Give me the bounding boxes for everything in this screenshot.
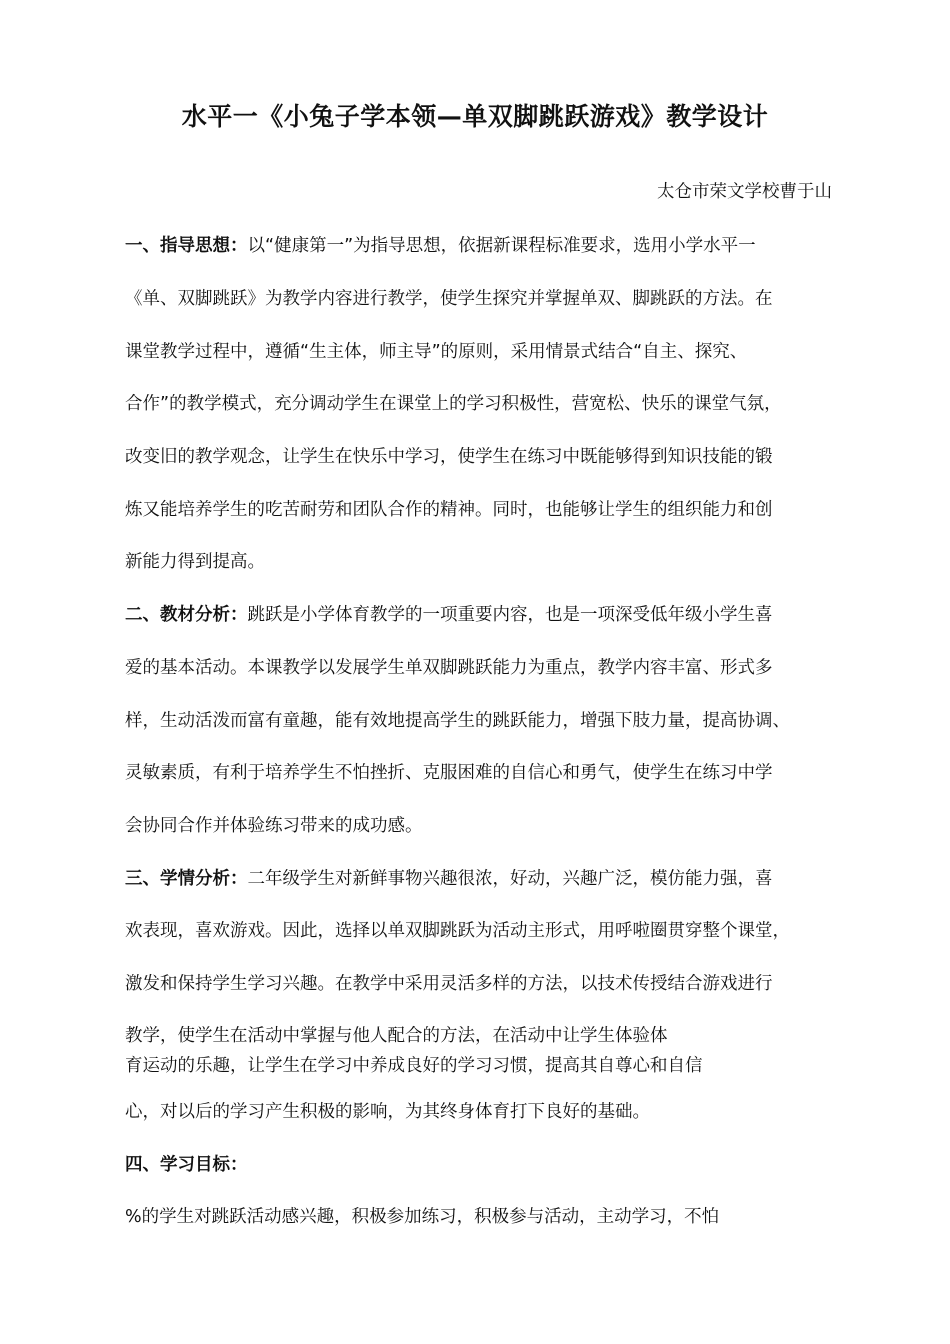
section-1-line-4: 合作”的教学模式，充分调动学生在课堂上的学习积极性，营宽松、快乐的课堂气氛， [125, 394, 782, 414]
section-1-line-7: 新能力得到提高。 [125, 552, 265, 572]
section-2-line-2: 爱的基本活动。本课教学以发展学生单双脚跳跃能力为重点，教学内容丰富、形式多 [125, 658, 773, 678]
section-3-line-2: 欢表现，喜欢游戏。因此，选择以单双脚跳跃为活动主形式，用呼啦圈贯穿整个课堂， [125, 921, 790, 941]
section-3-line-4: 教学，使学生在活动中掌握与他人配合的方法，在活动中让学生体验体 [125, 1026, 668, 1046]
section-4-heading: 四、学习目标： [125, 1155, 248, 1175]
section-1-line-5: 改变旧的教学观念，让学生在快乐中学习，使学生在练习中既能够得到知识技能的锻 [125, 447, 773, 467]
section-3-line-6: 心，对以后的学习产生积极的影响，为其终身体育打下良好的基础。 [125, 1102, 650, 1122]
section-3-line-5: 育运动的乐趣，让学生在学习中养成良好的学习习惯，提高其自尊心和自信 [125, 1056, 703, 1076]
section-3-line-1: 三、学情分析：二年级学生对新鲜事物兴趣很浓，好动，兴趣广泛，模仿能力强，喜 [125, 869, 773, 889]
document-title: 水平一《小兔子学本领—单双脚跳跃游戏》教学设计 [181, 102, 769, 131]
author-line: 太仓市荣文学校曹于山 [657, 182, 832, 202]
section-4-line-1 [125, 1151, 248, 1176]
section-4-line-2: %的学生对跳跃活动感兴趣，积极参加练习，积极参与活动，主动学习，不怕 [125, 1207, 720, 1227]
section-2-line-3: 样，生动活泼而富有童趣，能有效地提高学生的跳跃能力，增强下肢力量，提高协调、 [125, 711, 790, 731]
section-1-line-1: 一、指导思想：以“健康第一”为指导思想，依据新课程标准要求，选用小学水平一 [125, 236, 756, 256]
section-2-heading: 二、教材分析： [125, 605, 248, 625]
section-1-line-2: 《单、双脚跳跃》为教学内容进行教学，使学生探究并掌握单双、脚跳跃的方法。在 [125, 289, 773, 309]
section-1-line-3: 课堂教学过程中，遵循“生主体，师主导”的原则，采用情景式结合“自主、探究、 [125, 342, 748, 362]
section-1-line-6: 炼又能培养学生的吃苦耐劳和团队合作的精神。同时，也能够让学生的组织能力和创 [125, 500, 773, 520]
section-2-line-5: 会协同合作并体验练习带来的成功感。 [125, 816, 423, 836]
section-1-heading: 一、指导思想： [125, 236, 248, 256]
section-3-line-3: 激发和保持学生学习兴趣。在教学中采用灵活多样的方法，以技术传授结合游戏进行 [125, 974, 773, 994]
section-3-heading: 三、学情分析： [125, 869, 248, 889]
section-2-line-1: 二、教材分析：跳跃是小学体育教学的一项重要内容，也是一项深受低年级小学生喜 [125, 605, 773, 625]
section-2-line-4: 灵敏素质，有利于培养学生不怕挫折、克服困难的自信心和勇气，使学生在练习中学 [125, 763, 773, 783]
